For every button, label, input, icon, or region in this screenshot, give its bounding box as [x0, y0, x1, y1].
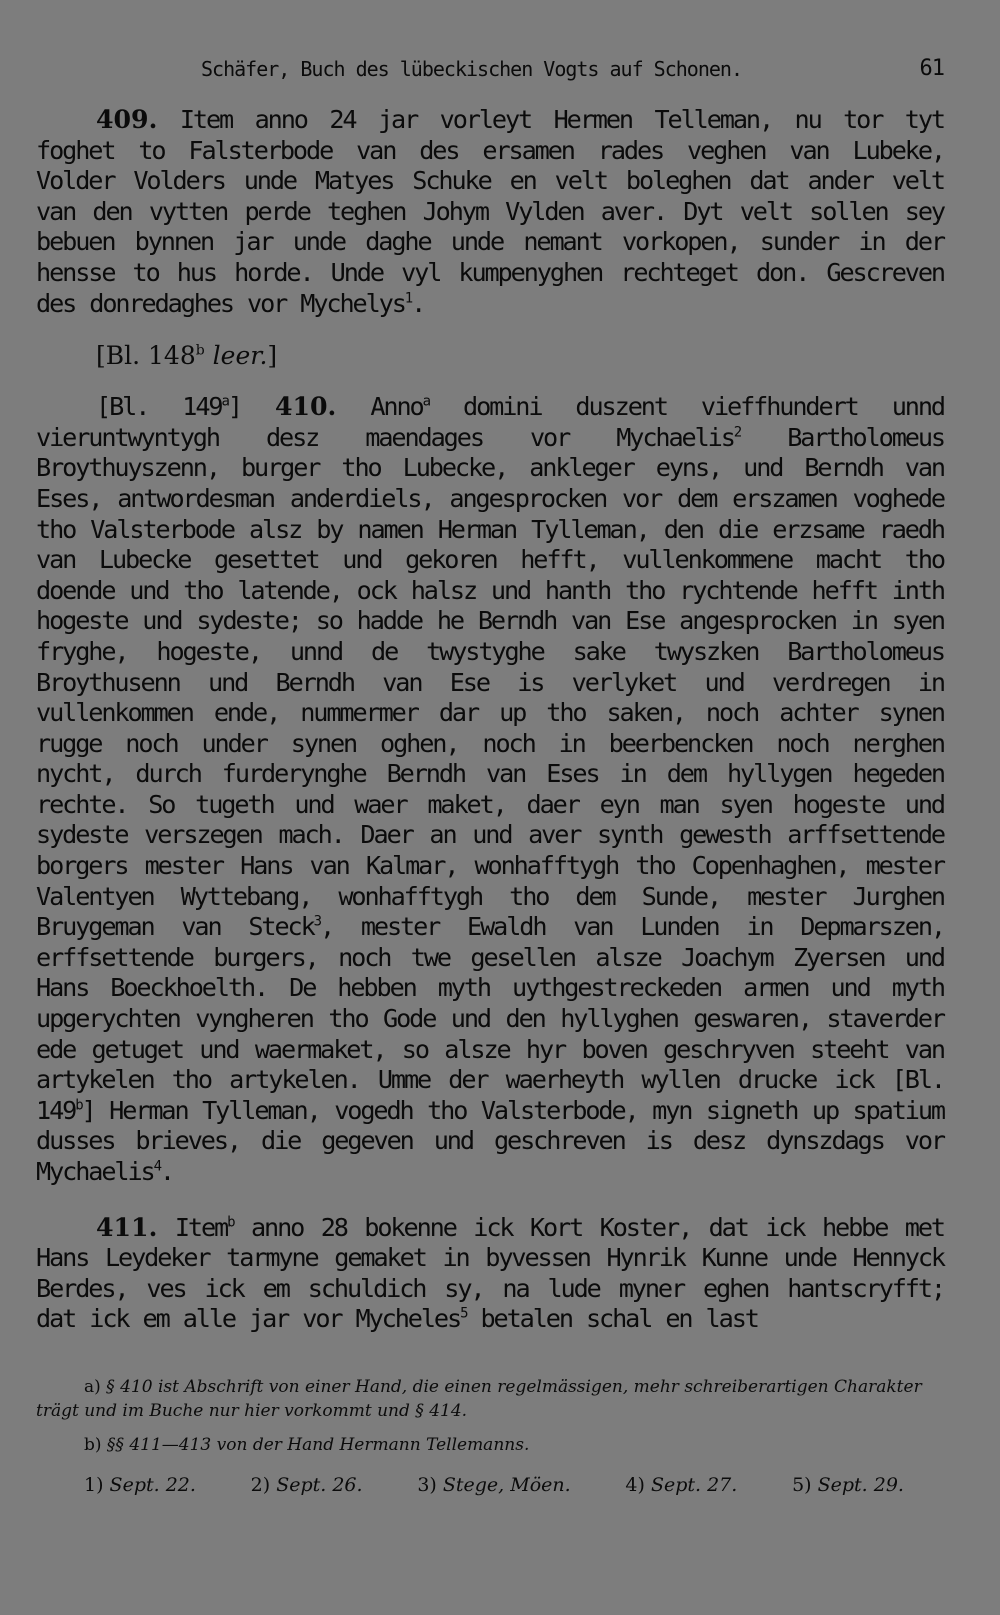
bracket-close: ] [227, 392, 241, 422]
paragraph-end: . [411, 288, 425, 318]
folio-ref: [Bl. 148 [96, 341, 196, 371]
note-label: a) [84, 1376, 101, 1397]
note-text: Sept. 22. [103, 1473, 196, 1496]
apparatus-ref: b [227, 1214, 234, 1231]
note-text: Sept. 29. [811, 1473, 904, 1496]
folio-ref: [Bl. 149 [96, 392, 222, 422]
section-number: 409. [96, 104, 158, 134]
footnote-ref: 3 [313, 913, 321, 930]
footnote-ref: 2 [733, 424, 741, 441]
note-text: Sept. 27. [644, 1473, 738, 1496]
folio-side: b [75, 1097, 82, 1114]
bracket-close: ] [267, 341, 278, 371]
page-number: 61 [919, 56, 944, 81]
leer-note: leer. [212, 341, 268, 371]
paragraph-411 [36, 1212, 944, 1335]
footnote-ref: 1 [404, 290, 412, 307]
paragraph-text: Item anno 24 jar vorleyt Hermen Telleman, nu tor tyt foghet to Falsterbode van des ersamen rades veghen van Lubeke, Volder Volders unde Matyes Schuke en velt boleghen dat ander velt van den vytten perde teghen Johym Vylden aver. Dyt velt sollen sey bebuen bynnen jar unde daghe unde nemant vorkopen, sunder in der hensse to hus horde. Unde vyl kumpenyghen rechteget don. Gescreven des donredaghes vor Mychelys [36, 105, 944, 318]
running-title: Schäfer, Buch des lübeckischen Vogts auf Schonen. [201, 57, 743, 81]
paragraph-text: Anno [336, 392, 423, 422]
apparatus-note-b [36, 1433, 944, 1457]
paragraph-text: , mester Ewaldh van Lunden in Depmarszen, erffsettende burgers, noch twe gesellen alsze Joachym Zyersen und Hans Boeckhoelth. De hebben myth uythgestreckeden armen und myth upgerychten vyngheren tho Gode und den hyllyghen geswaren, staverder ede getuget und waermaket, so alsze hyr boven geschryven steeht van artykelen tho artykelen. Umme der waerheyth wyllen drucke ick [Bl. 149 [36, 912, 944, 1125]
paragraph-text: domini duszent vieffhundert unnd vieruntwyntygh desz maendages vor Mychaelis [36, 392, 944, 452]
paragraph-410 [36, 391, 944, 1187]
apparatus-ref: a [422, 393, 429, 410]
page-header [201, 50, 944, 88]
paragraph-409 [36, 104, 944, 319]
footnote-ref: 5 [460, 1305, 467, 1322]
note-label: b) [84, 1434, 102, 1455]
folio-side: a [221, 393, 228, 410]
note-label: 4) [625, 1473, 645, 1496]
date-note [625, 1473, 737, 1497]
note-label: 3) [417, 1473, 437, 1496]
note-text: § 410 ist Abschrift von einer Hand, die einen regelmässigen, mehr schreiberartigen Charakter trägt und im Buche nur hier vorkommt und § 414. [36, 1376, 922, 1421]
note-text: Stege, Möen. [436, 1473, 571, 1496]
section-number: 411. [96, 1211, 158, 1242]
footnotes [36, 1375, 944, 1497]
date-note [251, 1473, 363, 1497]
date-note [84, 1473, 196, 1497]
note-text: Sept. 26. [270, 1473, 363, 1496]
apparatus-note-a [36, 1375, 944, 1423]
note-text: §§ 411—413 von der Hand Hermann Tellemanns. [101, 1434, 530, 1455]
date-note [417, 1473, 570, 1497]
note-label: 5) [792, 1473, 812, 1496]
paragraph-text: Bartholomeus Broythuyszenn, burger tho Lubecke, ankleger eyns, und Berndh van Eses, antwordesman anderdiels, angesprocken vor dem erszamen voghede tho Valsterbode alsz by namen Herman Tylleman, den die erzsame raedh van Lubecke gesettet und gekoren hefft, vullenkommene macht tho doende und tho latende, ock halsz und hanth tho rychtende hefft inth hogeste und sydeste; so hadde he Berndh van Ese angesprocken in syen fryghe, hogeste, unnd de twystyghe sake twyszken Bartholomeus Broythusenn und Berndh van Ese is verlyket und verdregen in vullenkommen ende, nummermer dar up tho saken, noch achter synen rugge noch under synen oghen, noch in beerbencken noch nerghen nycht, durch furderynghe Berndh van Eses in dem hyllygen hegeden rechte. So tugeth und waer maket, daer eyn man syen hogeste und sydeste verszegen mach. Daer an und aver synth gewesth arffsettende borgers mester Hans van Kalmar, wonhafftygh tho Copenhaghen, mester Valentyen Wyttebang, wonhafftygh tho dem Sunde, mester Jurghen Bruygeman van Steck [36, 422, 944, 942]
paragraph-end: . [159, 1157, 173, 1186]
date-note [792, 1473, 904, 1497]
note-label: 1) [84, 1473, 104, 1496]
section-number: 410. [274, 391, 337, 422]
paragraph-text: betalen schal en last [466, 1304, 758, 1334]
paragraph-text: anno 28 bokenne ick Kort Koster, dat ick hebbe met Hans Leydeker tarmyne gemaket in byvessen Hynrik Kunne unde Hennyck Berdes, ves ick em schuldich sy, na lude myner eghen hantscryfft; dat ick em alle jar vor Mycheles [36, 1212, 944, 1334]
paragraph-text: Item [157, 1212, 228, 1242]
paragraph-text: ] Herman Tylleman, vogedh tho Valsterbode, myn signeth up spatium dusses brieves, die gegeven und geschreven is desz dynszdags vor Mychaelis [36, 1095, 944, 1186]
document-page [36, 50, 944, 1497]
note-label: 2) [250, 1473, 271, 1496]
footnote-ref: 4 [153, 1158, 160, 1175]
blank-page-note [96, 341, 944, 371]
date-footnotes [84, 1473, 904, 1497]
folio-side: b [195, 342, 205, 359]
